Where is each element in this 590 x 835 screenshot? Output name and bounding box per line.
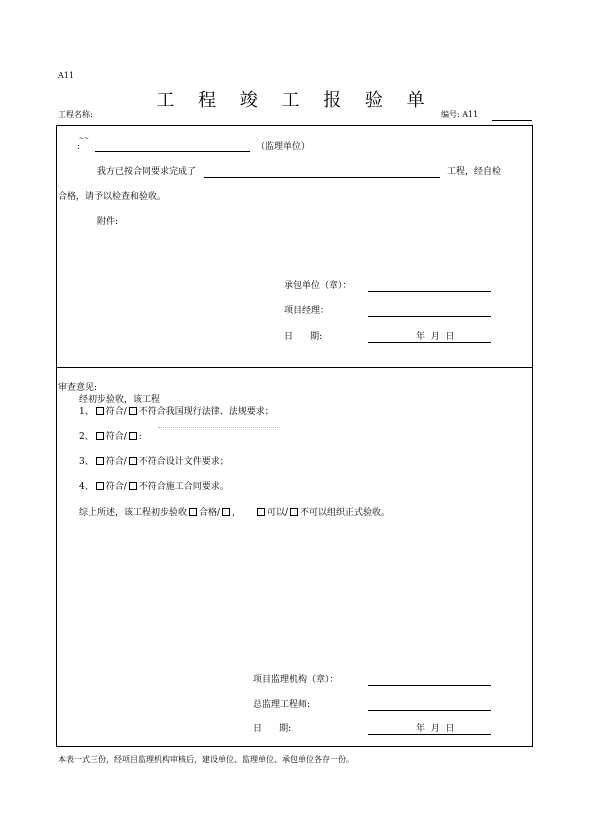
fail-checkbox[interactable] xyxy=(222,508,230,516)
statement-suffix: 工程，经自检 xyxy=(447,167,502,177)
compliant-checkbox[interactable] xyxy=(96,407,104,415)
project-manager-field[interactable] xyxy=(368,316,491,317)
compliant-label: 符合/ xyxy=(105,482,127,492)
review-conclusion xyxy=(79,508,390,519)
compliant-checkbox[interactable] xyxy=(96,432,104,440)
review-section xyxy=(56,366,533,747)
item-number: 3、 xyxy=(79,457,94,467)
chief-engineer-field[interactable] xyxy=(368,710,491,711)
compliant-checkbox[interactable] xyxy=(96,482,104,490)
compliant-label: 符合/ xyxy=(105,407,127,417)
review-item-2 xyxy=(79,432,142,443)
project-name-label: 工程名称: xyxy=(58,110,93,119)
item-number: 2、 xyxy=(79,432,94,442)
attachment-label: 附件: xyxy=(97,217,119,227)
statement-prefix: 我方已按合同要求完成了 xyxy=(97,167,197,177)
page-title: 工 程 竣 工 报 验 单 xyxy=(156,90,434,111)
review-item-4 xyxy=(79,482,229,493)
pass-checkbox[interactable] xyxy=(189,508,197,516)
faded-text-strip xyxy=(158,427,280,432)
cannot-organize-label: 不可以组织正式验收。 xyxy=(300,508,391,518)
project-scope-field[interactable] xyxy=(204,177,440,178)
footer-note: 本表一式三份，经项目监理机构审核后，建设单位、监理单位、承包单位各存一份。 xyxy=(58,755,354,764)
noncompliant-checkbox[interactable] xyxy=(129,432,137,440)
addressee-faint-text: ~~ xyxy=(79,135,90,142)
contractor-seal-label: 承包单位（章）： xyxy=(284,281,352,291)
compliant-label: 符合/ xyxy=(105,457,127,467)
review-item-1 xyxy=(79,407,274,418)
addressee-field[interactable] xyxy=(95,151,250,152)
noncompliant-label: 不符合我国现行法律、法规要求； xyxy=(138,407,274,417)
serial-number-field[interactable] xyxy=(492,120,532,121)
item-number: 1、 xyxy=(79,407,94,417)
pass-label: 合格/ xyxy=(199,508,221,518)
statement-continuation: 合格，请予以检查和验收。 xyxy=(58,192,167,202)
noncompliant-checkbox[interactable] xyxy=(129,457,137,465)
addressee-prefix: : xyxy=(77,142,81,152)
noncompliant-checkbox[interactable] xyxy=(129,482,137,490)
review-date-value[interactable]: 年 月 日 xyxy=(416,724,455,734)
form-code: A11 xyxy=(58,71,74,80)
item-number: 4、 xyxy=(79,482,94,492)
chief-engineer-label: 总监理工程师: xyxy=(253,700,311,710)
noncompliant-label: 不符合设计文件要求； xyxy=(138,457,229,467)
noncompliant-label: 不符合施工合同要求。 xyxy=(138,482,229,492)
can-organize-checkbox[interactable] xyxy=(257,508,265,516)
noncompliant-label: : xyxy=(138,432,142,442)
review-heading: 审查意见: xyxy=(58,383,98,393)
submission-date-label: 日 期: xyxy=(284,332,323,342)
noncompliant-checkbox[interactable] xyxy=(129,407,137,415)
supervisor-unit-label: （监理单位） xyxy=(256,142,311,152)
review-intro: 经初步验收，该工程 xyxy=(79,395,161,405)
review-date-underline xyxy=(368,734,491,735)
submission-date-underline xyxy=(368,342,491,343)
can-organize-label: 可以/ xyxy=(266,508,289,518)
compliant-label: 符合/ xyxy=(105,432,127,442)
serial-number-label: 编号: A11 xyxy=(441,110,479,119)
project-manager-label: 项目经理： xyxy=(284,306,330,316)
conclusion-separator: , xyxy=(232,508,235,518)
contractor-seal-field[interactable] xyxy=(368,291,491,292)
supervision-org-field[interactable] xyxy=(368,685,491,686)
compliant-checkbox[interactable] xyxy=(96,457,104,465)
conclusion-prefix: 综上所述，该工程初步验收 xyxy=(79,508,188,518)
supervision-org-label: 项目监理机构（章）： xyxy=(253,675,339,685)
review-item-3 xyxy=(79,457,229,468)
submission-date-value[interactable]: 年 月 日 xyxy=(416,332,455,342)
review-date-label: 日 期: xyxy=(253,724,292,734)
cannot-organize-checkbox[interactable] xyxy=(290,508,298,516)
